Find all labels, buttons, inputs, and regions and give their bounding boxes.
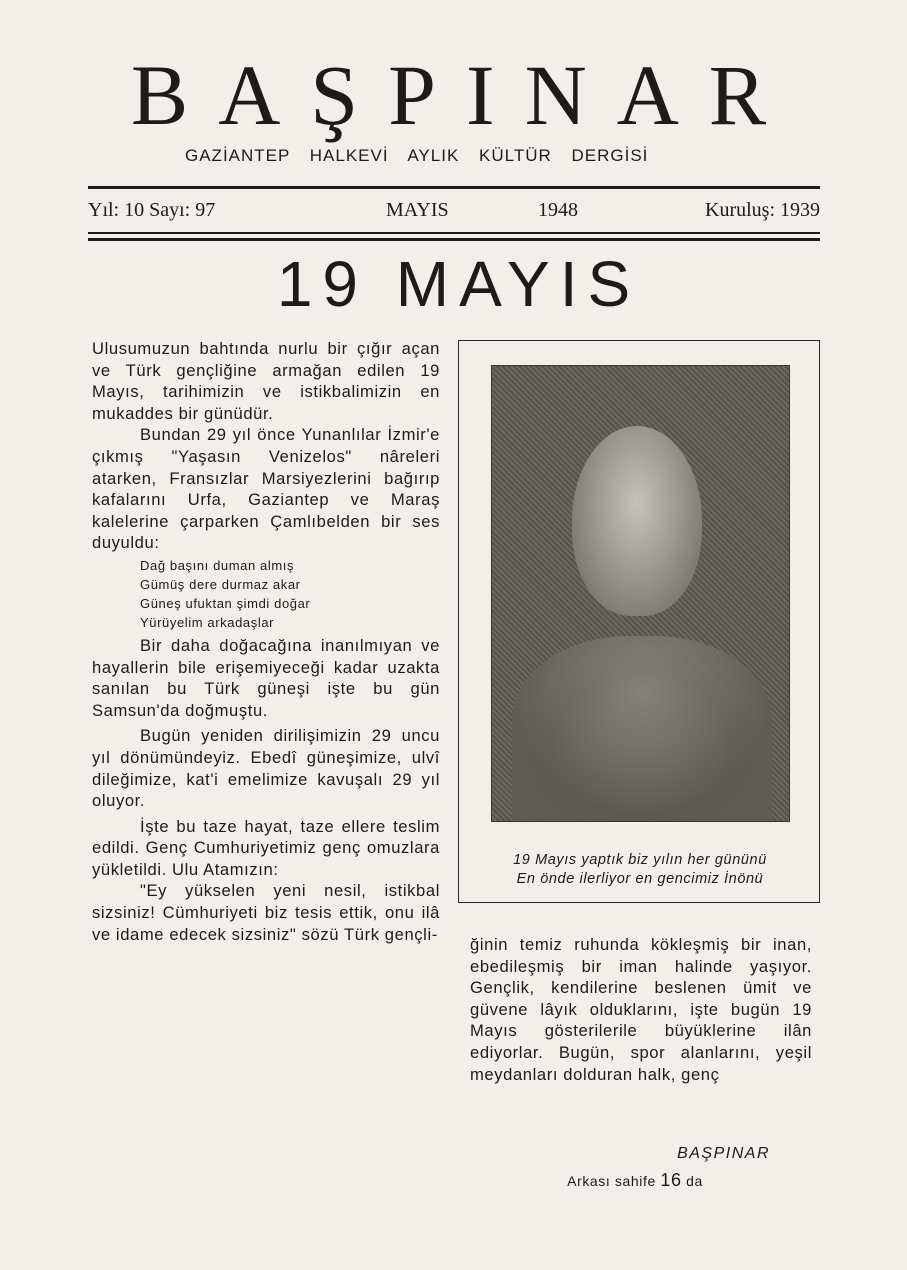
poem-line: Güneş ufuktan şimdi doğar <box>140 595 311 611</box>
continued-suffix: da <box>686 1173 703 1189</box>
continued-note <box>470 1170 800 1191</box>
portrait-frame <box>458 340 820 903</box>
caption-line: En önde ilerliyor en gencimiz İnönü <box>516 871 764 887</box>
article-left-column <box>92 338 440 945</box>
portrait-photo <box>491 365 790 822</box>
paragraph: Bugün yeniden dirilişimizin 29 uncu yıl dönümündeyiz. Ebedî güneşimize, ulvî dileğimize, kat'i emelimize kavuşalı 29 yıl oluyor. <box>92 726 440 811</box>
photo-caption <box>467 851 813 889</box>
issue-month: MAYIS <box>386 199 449 221</box>
paragraph: Bundan 29 yıl önce Yunanlılar İzmir'e çıkmış "Yaşasın Venizelos" nâreleri atarken, Fransızlar Marsiyezlerini bağırıp kafalarını Urfa, Gaziantep ve Maraş kalelerine çarparken Çamlıbelden bir ses duyuldu: <box>92 425 440 553</box>
paragraph: İşte bu taze hayat, taze ellere teslim edildi. Genç Cumhuriyetimiz genç omuzlara yükletildi. Ulu Atamızın: <box>92 816 440 879</box>
continued-page: 16 <box>660 1170 682 1190</box>
portrait-face <box>572 426 702 616</box>
issue-year: 1948 <box>538 199 578 221</box>
masthead-subtitle: GAZİANTEP HALKEVİ AYLIK KÜLTÜR DERGİSİ <box>185 146 649 165</box>
bottom-rule-thin <box>88 232 820 234</box>
article-signature: BAŞPINAR <box>677 1145 770 1162</box>
poem-line: Gümüş dere durmaz akar <box>140 576 301 592</box>
poem-line: Yürüyelim arkadaşlar <box>140 614 275 630</box>
caption-line: 19 Mayıs yaptık biz yılın her gününü <box>513 852 767 868</box>
poem-line: Dağ başını duman almış <box>140 557 295 573</box>
masthead-title: BAŞPINAR <box>130 47 797 143</box>
paragraph: ğinin temiz ruhunda kökleşmiş bir inan, ebedileşmiş bir iman halinde yaşıyor. Gençlik, kendilerine beslenen ümit ve güvene lâyık olduklarını, işte bugün 19 Mayıs gösterilerile büyüklerine ilân ediyorlar. Bugün, spor alanlarını, yeşil meydanları dolduran halk, genç <box>470 935 812 1084</box>
article-headline: 19 MAYIS <box>276 248 641 320</box>
article-right-column <box>470 934 812 1085</box>
founded-year: Kuruluş: 1939 <box>705 199 820 221</box>
top-rule <box>88 186 820 189</box>
paragraph: "Ey yükselen yeni nesil, istikbal sizsiniz! Cümhuriyeti biz tesis ettik, onu ilâ ve idame edecek sizsiniz" sözü Türk gençli- <box>92 881 440 944</box>
paragraph: Bir daha doğacağına inanılmıyan ve hayallerin bile erişemiyeceği kadar uzakta sanılan bu Türk güneşi işte bu gün Samsun'da doğmuştu. <box>92 635 440 720</box>
paragraph: Ulusumuzun bahtında nurlu bir çığır açan ve Türk gençliğine armağan edilen 19 Mayıs, tarihimizin ve istikbalimizin en mukaddes bir günüdür. <box>92 339 440 423</box>
bottom-rule-thick <box>88 238 820 241</box>
year-issue: Yıl: 10 Sayı: 97 <box>88 199 216 221</box>
portrait-shoulders <box>512 636 772 821</box>
issue-info-line <box>88 199 820 225</box>
poem <box>140 556 440 632</box>
continued-label: Arkası sahife <box>567 1173 656 1189</box>
